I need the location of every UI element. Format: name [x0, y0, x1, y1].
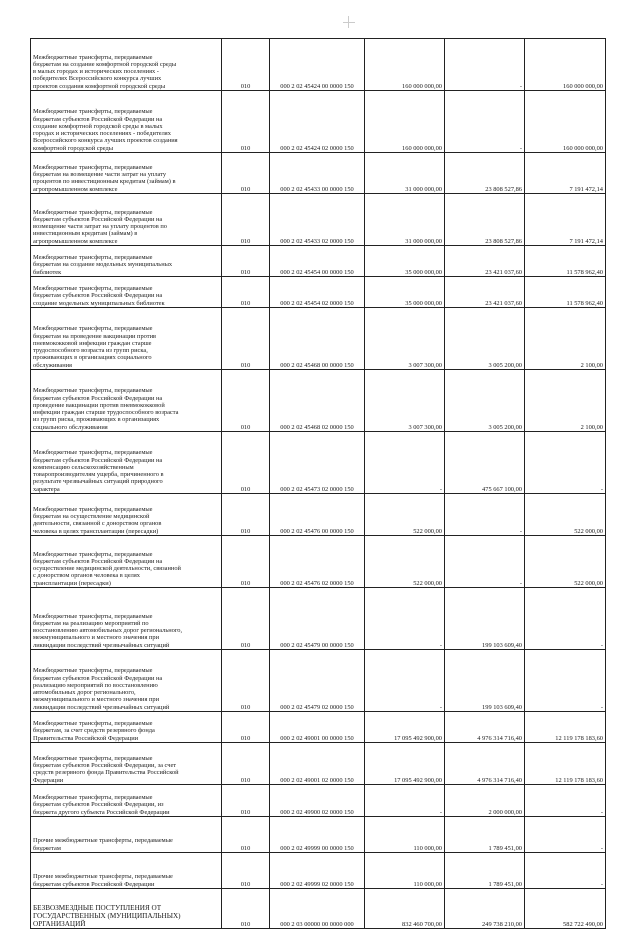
row-income-code: 000 2 02 45433 02 0000 150 — [270, 194, 365, 246]
row-name-line: бюджетам на создание комфортной городской среды — [33, 60, 177, 68]
row-line-code: 010 — [222, 650, 270, 712]
row-name-line: восстановлению автомобильных дорог регионального, — [33, 627, 183, 635]
row-name — [31, 308, 222, 370]
row-income-code: 000 2 02 45479 02 0000 150 — [270, 650, 365, 712]
row-income-code: 000 2 02 45479 00 0000 150 — [270, 588, 365, 650]
row-unexecuted-amount: - — [525, 785, 606, 817]
row-unexecuted-amount: 11 578 962,40 — [525, 246, 606, 277]
row-unexecuted-amount: 522 000,00 — [525, 536, 606, 588]
row-name-line: межмуниципального и местного значения при — [33, 634, 160, 642]
row-name-line: бюджетам — [33, 844, 61, 852]
row-line-code: 010 — [222, 743, 270, 785]
table-row — [31, 536, 606, 588]
row-unexecuted-amount: 2 100,00 — [525, 308, 606, 370]
row-name-line: Правительства Российской Федерации — [33, 734, 139, 742]
table-row — [31, 153, 606, 194]
row-approved-amount: 3 007 300,00 — [365, 308, 445, 370]
row-approved-amount: - — [365, 650, 445, 712]
row-name-line: бюджетам субъектов Российской Федерации, из — [33, 801, 164, 809]
row-approved-amount: 31 000 000,00 — [365, 153, 445, 194]
row-name-line: проектов создания комфортной городской среды — [33, 82, 166, 90]
row-income-code: 000 2 02 45454 00 0000 150 — [270, 246, 365, 277]
row-name — [31, 536, 222, 588]
row-name-line: Прочие межбюджетные трансферты, передаваемые — [33, 873, 173, 881]
row-executed-amount: 199 103 609,40 — [445, 650, 525, 712]
table-row — [31, 817, 606, 853]
row-name-line: процентов по инвестиционным кредитам (займам) в — [33, 178, 176, 186]
row-name-line: социального обслуживания — [33, 423, 108, 431]
row-name — [31, 194, 222, 246]
row-name-line: Межбюджетные трансферты, передаваемые — [33, 387, 153, 395]
row-unexecuted-amount: 522 000,00 — [525, 494, 606, 536]
row-unexecuted-amount: 12 119 178 183,60 — [525, 712, 606, 743]
row-approved-amount: 17 095 492 900,00 — [365, 743, 445, 785]
row-name-line: проведение вакцинации против пневмококковой — [33, 401, 165, 409]
row-name-line: бюджетам субъектов Российской Федерации на — [33, 215, 163, 223]
row-line-code: 010 — [222, 785, 270, 817]
row-name-line: бюджетам, за счет средств резервного фонда — [33, 727, 155, 735]
row-income-code: 000 2 02 45468 02 0000 150 — [270, 370, 365, 432]
row-name-line: Межбюджетные трансферты, передаваемые — [33, 53, 153, 61]
row-name-line: Межбюджетные трансферты, передаваемые — [33, 550, 153, 558]
row-unexecuted-amount: - — [525, 432, 606, 494]
row-name-line: создание модельных муниципальных библиотек — [33, 299, 165, 307]
row-name-line: Межбюджетные трансферты, передаваемые — [33, 254, 153, 262]
row-name-line: Межбюджетные трансферты, передаваемые — [33, 108, 153, 116]
row-name-line: автомобильных дорог регионального, — [33, 689, 136, 697]
row-name-line: с донорством органов человека в целях — [33, 572, 140, 580]
row-name — [31, 889, 222, 929]
row-name — [31, 153, 222, 194]
row-income-code: 000 2 02 45433 00 0000 150 — [270, 153, 365, 194]
row-approved-amount: 160 000 000,00 — [365, 91, 445, 153]
row-line-code: 010 — [222, 308, 270, 370]
row-name-line: бюджетам на проведение вакцинации против — [33, 332, 157, 340]
row-name-line: бюджетам на создание модельных муниципальных — [33, 261, 173, 269]
table-row — [31, 432, 606, 494]
row-unexecuted-amount: 7 191 472,14 — [525, 194, 606, 246]
row-line-code: 010 — [222, 39, 270, 91]
row-approved-amount: 35 000 000,00 — [365, 246, 445, 277]
row-approved-amount: 522 000,00 — [365, 536, 445, 588]
row-approved-amount: 160 000 000,00 — [365, 39, 445, 91]
row-name-line: ГОСУДАРСТВЕННЫХ (МУНИЦИПАЛЬНЫХ) — [33, 912, 181, 920]
row-executed-amount: 23 421 037,60 — [445, 277, 525, 308]
row-line-code: 010 — [222, 712, 270, 743]
row-executed-amount: 199 103 609,40 — [445, 588, 525, 650]
row-executed-amount: 2 000 000,00 — [445, 785, 525, 817]
row-name-line: осуществление медицинской деятельности, связанной — [33, 565, 181, 573]
row-name — [31, 494, 222, 536]
row-name — [31, 91, 222, 153]
row-name-line: БЕЗВОЗМЕЗДНЫЕ ПОСТУПЛЕНИЯ ОТ — [33, 904, 162, 912]
row-name-line: обслуживания — [33, 361, 72, 369]
row-executed-amount: 1 789 451,00 — [445, 853, 525, 889]
row-approved-amount: 110 000,00 — [365, 853, 445, 889]
row-unexecuted-amount: 7 191 472,14 — [525, 153, 606, 194]
row-income-code: 000 2 02 49001 02 0000 150 — [270, 743, 365, 785]
row-name — [31, 432, 222, 494]
row-unexecuted-amount: 582 722 490,00 — [525, 889, 606, 929]
row-executed-amount: - — [445, 494, 525, 536]
row-line-code: 010 — [222, 277, 270, 308]
row-name-line: бюджетам субъектов Российской Федерации на — [33, 115, 163, 123]
row-name — [31, 650, 222, 712]
row-unexecuted-amount: 12 119 178 183,60 — [525, 743, 606, 785]
row-income-code: 000 2 02 49999 00 0000 150 — [270, 817, 365, 853]
row-name-line: ОРГАНИЗАЦИЙ — [33, 920, 86, 928]
row-approved-amount: 3 007 300,00 — [365, 370, 445, 432]
table-row — [31, 246, 606, 277]
row-executed-amount: 3 005 200,00 — [445, 370, 525, 432]
table-row — [31, 588, 606, 650]
row-approved-amount: 832 460 700,00 — [365, 889, 445, 929]
row-line-code: 010 — [222, 494, 270, 536]
row-name-line: компенсацию сельскохозяйственным — [33, 463, 134, 471]
row-name-line: межмуниципального и местного значения при — [33, 696, 160, 704]
row-name-line: возмещение части затрат на уплату процентов по — [33, 223, 167, 231]
row-approved-amount: - — [365, 432, 445, 494]
row-name-line: Межбюджетные трансферты, передаваемые — [33, 667, 153, 675]
row-name-line: Межбюджетные трансферты, передаваемые — [33, 794, 153, 802]
row-name-line: бюджетам субъектов Российской Федерации на — [33, 394, 163, 402]
row-executed-amount: 249 738 210,00 — [445, 889, 525, 929]
row-name-line: Межбюджетные трансферты, передаваемые — [33, 285, 153, 293]
row-executed-amount: 3 005 200,00 — [445, 308, 525, 370]
row-name-line: деятельности, связанной с донорством органов — [33, 520, 162, 528]
table-row — [31, 743, 606, 785]
row-name-line: Межбюджетные трансферты, передаваемые — [33, 449, 153, 457]
row-approved-amount: 110 000,00 — [365, 817, 445, 853]
row-name — [31, 246, 222, 277]
row-name-line: Федерации — [33, 776, 64, 784]
row-unexecuted-amount: 160 000 000,00 — [525, 39, 606, 91]
row-executed-amount: 23 808 527,86 — [445, 153, 525, 194]
row-income-code: 000 2 02 45476 00 0000 150 — [270, 494, 365, 536]
row-name-line: бюджетам на реализацию мероприятий по — [33, 619, 149, 627]
row-line-code: 010 — [222, 889, 270, 929]
row-line-code: 010 — [222, 370, 270, 432]
row-name — [31, 370, 222, 432]
row-name-line: инфекции граждан старше трудоспособного возраста — [33, 409, 179, 417]
row-name-line: городах и исторических поселениях - победителях — [33, 130, 171, 138]
row-name — [31, 712, 222, 743]
row-income-code: 000 2 02 45468 00 0000 150 — [270, 308, 365, 370]
row-name-line: бюджетам субъектов Российской Федерации на — [33, 674, 163, 682]
row-name-line: товаропроизводителям ущерба, причиненного в — [33, 471, 164, 479]
row-unexecuted-amount: - — [525, 853, 606, 889]
row-name — [31, 785, 222, 817]
row-name-line: бюджетам субъектов Российской Федерации на — [33, 557, 163, 565]
row-name-line: бюджетам на осуществление медицинской — [33, 513, 150, 521]
row-name-line: реализацию мероприятий по восстановлению — [33, 681, 158, 689]
row-name-line: Межбюджетные трансферты, передаваемые — [33, 754, 153, 762]
row-income-code: 000 2 02 49999 02 0000 150 — [270, 853, 365, 889]
row-name — [31, 817, 222, 853]
row-line-code: 010 — [222, 853, 270, 889]
row-line-code: 010 — [222, 588, 270, 650]
row-name-line: ликвидации последствий чрезвычайных ситуаций — [33, 641, 170, 649]
row-executed-amount: - — [445, 91, 525, 153]
row-unexecuted-amount: 11 578 962,40 — [525, 277, 606, 308]
row-approved-amount: 522 000,00 — [365, 494, 445, 536]
row-executed-amount: 4 976 314 716,40 — [445, 712, 525, 743]
row-unexecuted-amount: 2 100,00 — [525, 370, 606, 432]
table-row — [31, 785, 606, 817]
row-line-code: 010 — [222, 246, 270, 277]
row-executed-amount: 1 789 451,00 — [445, 817, 525, 853]
row-name-line: в малых городах и исторических поселениях - — [33, 68, 159, 76]
row-unexecuted-amount: 160 000 000,00 — [525, 91, 606, 153]
row-name-line: трансплантации (пересадки) — [33, 579, 111, 587]
table-row — [31, 277, 606, 308]
row-approved-amount: 17 095 492 900,00 — [365, 712, 445, 743]
row-income-code: 000 2 02 49001 00 0000 150 — [270, 712, 365, 743]
row-name-line: Межбюджетные трансферты, передаваемые — [33, 163, 153, 171]
row-line-code: 010 — [222, 817, 270, 853]
row-line-code: 010 — [222, 432, 270, 494]
row-line-code: 010 — [222, 536, 270, 588]
row-name-line: бюджета другого субъекта Российской Федерации — [33, 808, 170, 816]
row-income-code: 000 2 02 49900 02 0000 150 — [270, 785, 365, 817]
row-name-line: агропромышленном комплексе — [33, 237, 118, 245]
row-executed-amount: 4 976 314 716,40 — [445, 743, 525, 785]
table-row — [31, 370, 606, 432]
table-row — [31, 194, 606, 246]
table-row — [31, 853, 606, 889]
row-unexecuted-amount: - — [525, 650, 606, 712]
row-name-line: библиотек — [33, 268, 62, 276]
row-executed-amount: - — [445, 39, 525, 91]
table-row — [31, 889, 606, 929]
row-approved-amount: 31 000 000,00 — [365, 194, 445, 246]
row-approved-amount: - — [365, 785, 445, 817]
row-income-code: 000 2 02 45424 02 0000 150 — [270, 91, 365, 153]
row-name — [31, 743, 222, 785]
row-income-code: 000 2 02 45454 02 0000 150 — [270, 277, 365, 308]
row-name-line: бюджетам субъектов Российской Федерации — [33, 880, 155, 888]
row-name-line: комфортной городской среды — [33, 144, 114, 152]
row-name-line: характера — [33, 485, 60, 493]
row-approved-amount: 35 000 000,00 — [365, 277, 445, 308]
row-name-line: средств резервного фонда Правительства Российской — [33, 769, 179, 777]
table-row — [31, 494, 606, 536]
row-unexecuted-amount: - — [525, 817, 606, 853]
row-name-line: бюджетам субъектов Российской Федерации, за счет — [33, 762, 177, 770]
row-name — [31, 39, 222, 91]
row-name-line: Межбюджетные трансферты, передаваемые — [33, 325, 153, 333]
row-name-line: из групп риска, проживающих в организациях — [33, 416, 160, 424]
row-line-code: 010 — [222, 91, 270, 153]
row-line-code: 010 — [222, 153, 270, 194]
row-name-line: инвестиционным кредитам (займам) в — [33, 230, 138, 238]
row-name-line: ликвидации последствий чрезвычайных ситуаций — [33, 703, 170, 711]
row-name — [31, 853, 222, 889]
row-income-code: 000 2 03 00000 00 0000 000 — [270, 889, 365, 929]
table-body — [31, 39, 606, 929]
row-name-line: Межбюджетные трансферты, передаваемые — [33, 208, 153, 216]
row-name — [31, 588, 222, 650]
row-name-line: Прочие межбюджетные трансферты, передаваемые — [33, 837, 173, 845]
row-approved-amount: - — [365, 588, 445, 650]
table-row — [31, 91, 606, 153]
row-income-code: 000 2 02 45473 02 0000 150 — [270, 432, 365, 494]
row-name-line: пневмококковой инфекции граждан старше — [33, 339, 152, 347]
row-name-line: Межбюджетные трансферты, передаваемые — [33, 612, 153, 620]
row-executed-amount: 475 667 100,00 — [445, 432, 525, 494]
budget-execution-table — [30, 38, 606, 929]
row-name-line: человека в целях трансплантации (пересадки) — [33, 527, 159, 535]
scan-mark — [343, 16, 355, 28]
row-name-line: бюджетам субъектов Российской Федерации на — [33, 292, 163, 300]
table-row — [31, 308, 606, 370]
row-unexecuted-amount: - — [525, 588, 606, 650]
row-name-line: Всероссийского конкурса лучших проектов создания — [33, 137, 178, 145]
row-name — [31, 277, 222, 308]
row-name-line: агропромышленном комплексе — [33, 185, 118, 193]
row-line-code: 010 — [222, 194, 270, 246]
row-name-line: Межбюджетные трансферты, передаваемые — [33, 505, 153, 513]
row-name-line: создание комфортной городской среды в малых — [33, 122, 163, 130]
row-name-line: проживающих в организациях социального — [33, 354, 152, 362]
row-name-line: трудоспособного возраста из групп риска, — [33, 347, 148, 355]
row-name-line: результате чрезвычайных ситуаций природного — [33, 478, 163, 486]
row-executed-amount: - — [445, 536, 525, 588]
row-name-line: бюджетам субъектов Российской Федерации на — [33, 456, 163, 464]
table-row — [31, 650, 606, 712]
row-income-code: 000 2 02 45476 02 0000 150 — [270, 536, 365, 588]
table-row — [31, 39, 606, 91]
row-executed-amount: 23 421 037,60 — [445, 246, 525, 277]
row-executed-amount: 23 808 527,86 — [445, 194, 525, 246]
row-income-code: 000 2 02 45424 00 0000 150 — [270, 39, 365, 91]
row-name-line: бюджетам на возмещение части затрат на уплату — [33, 171, 167, 179]
row-name-line: Межбюджетные трансферты, передаваемые — [33, 720, 153, 728]
row-name-line: победителях Всероссийского конкурса лучших — [33, 75, 162, 83]
table-row — [31, 712, 606, 743]
